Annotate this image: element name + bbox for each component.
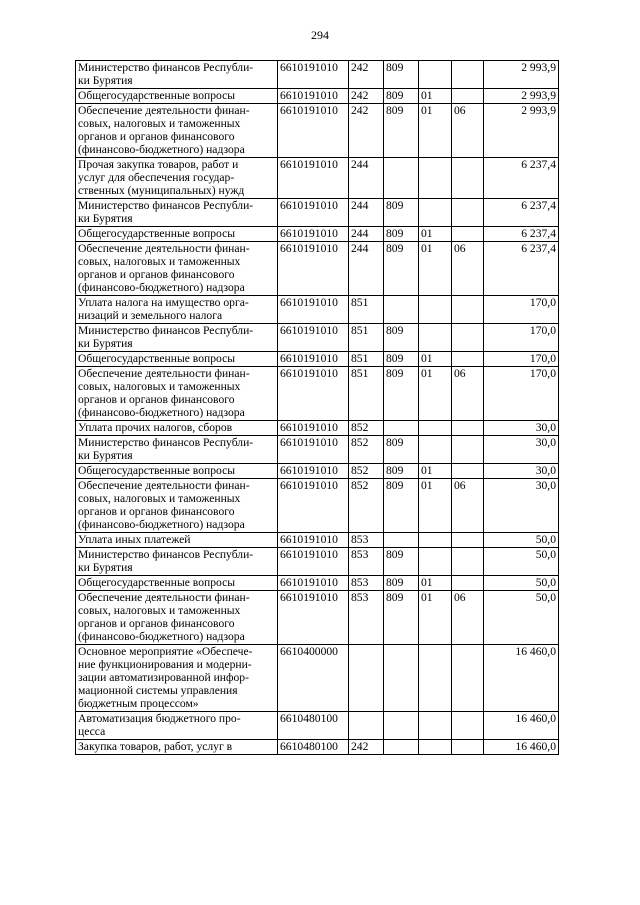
row-name-cell: Автоматизация бюджетного про- цесса bbox=[76, 712, 278, 740]
amount-cell: 170,0 bbox=[484, 296, 559, 324]
expense-type-cell: 851 bbox=[349, 296, 384, 324]
amount-cell: 50,0 bbox=[484, 533, 559, 548]
budget-table bbox=[75, 60, 559, 755]
target-article-cell: 6610191010 bbox=[278, 199, 349, 227]
subsection-cell bbox=[452, 296, 484, 324]
administrator-code-cell: 809 bbox=[384, 367, 419, 421]
expense-type-cell: 852 bbox=[349, 464, 384, 479]
target-article-cell: 6610480100 bbox=[278, 712, 349, 740]
table-row bbox=[76, 324, 559, 352]
row-name-cell: Закупка товаров, работ, услуг в bbox=[76, 740, 278, 755]
section-cell: 01 bbox=[419, 104, 452, 158]
administrator-code-cell: 809 bbox=[384, 227, 419, 242]
section-cell: 01 bbox=[419, 242, 452, 296]
section-cell: 01 bbox=[419, 89, 452, 104]
expense-type-cell: 244 bbox=[349, 242, 384, 296]
target-article-cell: 6610191010 bbox=[278, 548, 349, 576]
table-row bbox=[76, 479, 559, 533]
expense-type-cell: 851 bbox=[349, 352, 384, 367]
subsection-cell bbox=[452, 61, 484, 89]
table-row bbox=[76, 591, 559, 645]
expense-type-cell: 242 bbox=[349, 61, 384, 89]
table-row bbox=[76, 740, 559, 755]
expense-type-cell: 853 bbox=[349, 548, 384, 576]
table-row bbox=[76, 352, 559, 367]
administrator-code-cell: 809 bbox=[384, 104, 419, 158]
row-name-cell: Обеспечение деятельности финан- совых, налоговых и таможенных органов и органов финансового (финансово-бюджетного) надзора bbox=[76, 104, 278, 158]
table-row bbox=[76, 296, 559, 324]
row-name-cell: Министерство финансов Республи- ки Бурятия bbox=[76, 324, 278, 352]
subsection-cell bbox=[452, 464, 484, 479]
subsection-cell bbox=[452, 421, 484, 436]
administrator-code-cell: 809 bbox=[384, 479, 419, 533]
target-article-cell: 6610191010 bbox=[278, 576, 349, 591]
expense-type-cell: 244 bbox=[349, 199, 384, 227]
table-row bbox=[76, 464, 559, 479]
section-cell bbox=[419, 296, 452, 324]
subsection-cell: 06 bbox=[452, 242, 484, 296]
target-article-cell: 6610191010 bbox=[278, 324, 349, 352]
amount-cell: 170,0 bbox=[484, 367, 559, 421]
administrator-code-cell: 809 bbox=[384, 89, 419, 104]
expense-type-cell bbox=[349, 712, 384, 740]
expense-type-cell: 852 bbox=[349, 421, 384, 436]
section-cell bbox=[419, 158, 452, 199]
amount-cell: 6 237,4 bbox=[484, 242, 559, 296]
expense-type-cell: 851 bbox=[349, 324, 384, 352]
administrator-code-cell: 809 bbox=[384, 199, 419, 227]
subsection-cell bbox=[452, 576, 484, 591]
target-article-cell: 6610191010 bbox=[278, 591, 349, 645]
amount-cell: 6 237,4 bbox=[484, 227, 559, 242]
section-cell bbox=[419, 533, 452, 548]
target-article-cell: 6610191010 bbox=[278, 533, 349, 548]
expense-type-cell: 242 bbox=[349, 104, 384, 158]
row-name-cell: Общегосударственные вопросы bbox=[76, 89, 278, 104]
target-article-cell: 6610191010 bbox=[278, 296, 349, 324]
subsection-cell: 06 bbox=[452, 591, 484, 645]
row-name-cell: Общегосударственные вопросы bbox=[76, 464, 278, 479]
row-name-cell: Обеспечение деятельности финан- совых, налоговых и таможенных органов и органов финансового (финансово-бюджетного) надзора bbox=[76, 479, 278, 533]
row-name-cell: Основное мероприятие «Обеспече- ние функционирования и модерни- зации автоматизированной инфор- мационной системы управления бюджетным процессом» bbox=[76, 645, 278, 712]
table-row bbox=[76, 89, 559, 104]
row-name-cell: Обеспечение деятельности финан- совых, налоговых и таможенных органов и органов финансового (финансово-бюджетного) надзора bbox=[76, 367, 278, 421]
row-name-cell: Общегосударственные вопросы bbox=[76, 352, 278, 367]
target-article-cell: 6610191010 bbox=[278, 352, 349, 367]
target-article-cell: 6610191010 bbox=[278, 464, 349, 479]
row-name-cell: Общегосударственные вопросы bbox=[76, 576, 278, 591]
expense-type-cell: 242 bbox=[349, 89, 384, 104]
administrator-code-cell bbox=[384, 533, 419, 548]
amount-cell: 16 460,0 bbox=[484, 712, 559, 740]
amount-cell: 2 993,9 bbox=[484, 61, 559, 89]
table-row bbox=[76, 242, 559, 296]
administrator-code-cell bbox=[384, 296, 419, 324]
administrator-code-cell bbox=[384, 645, 419, 712]
row-name-cell: Обеспечение деятельности финан- совых, налоговых и таможенных органов и органов финансового (финансово-бюджетного) надзора bbox=[76, 591, 278, 645]
target-article-cell: 6610191010 bbox=[278, 104, 349, 158]
amount-cell: 30,0 bbox=[484, 421, 559, 436]
amount-cell: 2 993,9 bbox=[484, 104, 559, 158]
subsection-cell bbox=[452, 199, 484, 227]
section-cell bbox=[419, 712, 452, 740]
expense-type-cell: 853 bbox=[349, 591, 384, 645]
budget-table-body bbox=[76, 61, 559, 755]
section-cell bbox=[419, 645, 452, 712]
section-cell bbox=[419, 61, 452, 89]
amount-cell: 170,0 bbox=[484, 352, 559, 367]
section-cell bbox=[419, 436, 452, 464]
subsection-cell: 06 bbox=[452, 367, 484, 421]
table-row bbox=[76, 61, 559, 89]
target-article-cell: 6610191010 bbox=[278, 227, 349, 242]
row-name-cell: Министерство финансов Республи- ки Бурятия bbox=[76, 199, 278, 227]
subsection-cell bbox=[452, 89, 484, 104]
table-row bbox=[76, 712, 559, 740]
table-row bbox=[76, 367, 559, 421]
subsection-cell bbox=[452, 645, 484, 712]
table-row bbox=[76, 436, 559, 464]
amount-cell: 6 237,4 bbox=[484, 158, 559, 199]
expense-type-cell: 853 bbox=[349, 576, 384, 591]
expense-type-cell: 244 bbox=[349, 158, 384, 199]
target-article-cell: 6610191010 bbox=[278, 89, 349, 104]
section-cell: 01 bbox=[419, 352, 452, 367]
section-cell: 01 bbox=[419, 576, 452, 591]
administrator-code-cell: 809 bbox=[384, 464, 419, 479]
amount-cell: 30,0 bbox=[484, 464, 559, 479]
section-cell bbox=[419, 199, 452, 227]
administrator-code-cell bbox=[384, 421, 419, 436]
section-cell bbox=[419, 324, 452, 352]
table-row bbox=[76, 645, 559, 712]
row-name-cell: Уплата прочих налогов, сборов bbox=[76, 421, 278, 436]
subsection-cell bbox=[452, 324, 484, 352]
administrator-code-cell: 809 bbox=[384, 548, 419, 576]
row-name-cell: Уплата иных платежей bbox=[76, 533, 278, 548]
subsection-cell: 06 bbox=[452, 104, 484, 158]
subsection-cell bbox=[452, 533, 484, 548]
amount-cell: 30,0 bbox=[484, 479, 559, 533]
administrator-code-cell bbox=[384, 712, 419, 740]
table-row bbox=[76, 548, 559, 576]
subsection-cell bbox=[452, 436, 484, 464]
table-row bbox=[76, 227, 559, 242]
amount-cell: 6 237,4 bbox=[484, 199, 559, 227]
target-article-cell: 6610191010 bbox=[278, 421, 349, 436]
page-number: 294 bbox=[311, 28, 329, 42]
subsection-cell bbox=[452, 740, 484, 755]
section-cell bbox=[419, 548, 452, 576]
administrator-code-cell: 809 bbox=[384, 591, 419, 645]
target-article-cell: 6610191010 bbox=[278, 242, 349, 296]
section-cell: 01 bbox=[419, 227, 452, 242]
target-article-cell: 6610191010 bbox=[278, 479, 349, 533]
amount-cell: 50,0 bbox=[484, 576, 559, 591]
administrator-code-cell: 809 bbox=[384, 576, 419, 591]
administrator-code-cell bbox=[384, 740, 419, 755]
amount-cell: 2 993,9 bbox=[484, 89, 559, 104]
row-name-cell: Общегосударственные вопросы bbox=[76, 227, 278, 242]
section-cell bbox=[419, 421, 452, 436]
expense-type-cell bbox=[349, 645, 384, 712]
target-article-cell: 6610400000 bbox=[278, 645, 349, 712]
target-article-cell: 6610191010 bbox=[278, 158, 349, 199]
amount-cell: 30,0 bbox=[484, 436, 559, 464]
expense-type-cell: 853 bbox=[349, 533, 384, 548]
administrator-code-cell: 809 bbox=[384, 436, 419, 464]
target-article-cell: 6610191010 bbox=[278, 367, 349, 421]
row-name-cell: Министерство финансов Республи- ки Бурятия bbox=[76, 436, 278, 464]
expense-type-cell: 852 bbox=[349, 479, 384, 533]
amount-cell: 170,0 bbox=[484, 324, 559, 352]
subsection-cell bbox=[452, 712, 484, 740]
target-article-cell: 6610191010 bbox=[278, 61, 349, 89]
expense-type-cell: 244 bbox=[349, 227, 384, 242]
table-row bbox=[76, 199, 559, 227]
amount-cell: 50,0 bbox=[484, 591, 559, 645]
section-cell: 01 bbox=[419, 464, 452, 479]
expense-type-cell: 852 bbox=[349, 436, 384, 464]
expense-type-cell: 851 bbox=[349, 367, 384, 421]
table-row bbox=[76, 533, 559, 548]
target-article-cell: 6610191010 bbox=[278, 436, 349, 464]
subsection-cell bbox=[452, 548, 484, 576]
subsection-cell bbox=[452, 227, 484, 242]
administrator-code-cell: 809 bbox=[384, 324, 419, 352]
expense-type-cell: 242 bbox=[349, 740, 384, 755]
administrator-code-cell: 809 bbox=[384, 352, 419, 367]
subsection-cell bbox=[452, 352, 484, 367]
table-row bbox=[76, 158, 559, 199]
amount-cell: 16 460,0 bbox=[484, 645, 559, 712]
row-name-cell: Министерство финансов Республи- ки Бурятия bbox=[76, 61, 278, 89]
administrator-code-cell bbox=[384, 158, 419, 199]
amount-cell: 50,0 bbox=[484, 548, 559, 576]
table-row bbox=[76, 576, 559, 591]
administrator-code-cell: 809 bbox=[384, 61, 419, 89]
row-name-cell: Прочая закупка товаров, работ и услуг для обеспечения государ- ственных (муниципальных) нужд bbox=[76, 158, 278, 199]
amount-cell: 16 460,0 bbox=[484, 740, 559, 755]
section-cell: 01 bbox=[419, 591, 452, 645]
table-row bbox=[76, 104, 559, 158]
section-cell bbox=[419, 740, 452, 755]
subsection-cell: 06 bbox=[452, 479, 484, 533]
row-name-cell: Уплата налога на имущество орга- низаций и земельного налога bbox=[76, 296, 278, 324]
section-cell: 01 bbox=[419, 367, 452, 421]
row-name-cell: Министерство финансов Республи- ки Бурятия bbox=[76, 548, 278, 576]
section-cell: 01 bbox=[419, 479, 452, 533]
table-row bbox=[76, 421, 559, 436]
subsection-cell bbox=[452, 158, 484, 199]
administrator-code-cell: 809 bbox=[384, 242, 419, 296]
row-name-cell: Обеспечение деятельности финан- совых, налоговых и таможенных органов и органов финансового (финансово-бюджетного) надзора bbox=[76, 242, 278, 296]
target-article-cell: 6610480100 bbox=[278, 740, 349, 755]
